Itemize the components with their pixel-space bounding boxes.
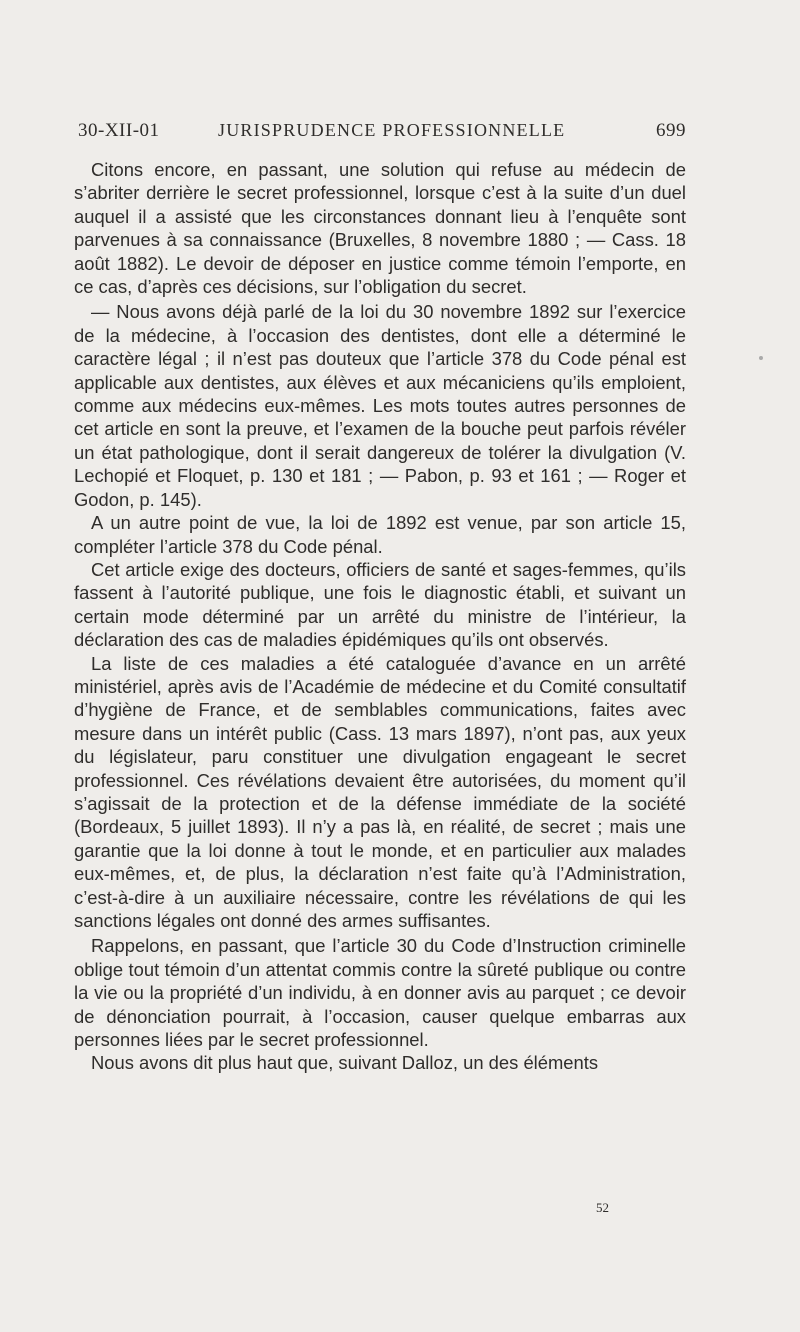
header-date: 30-XII-01 [78,120,160,141]
paragraph: Cet article exige des docteurs, officiers de santé et sages-femmes, qu’ils fassent à l’autorité publique, une fois le diagnostic établi, et suivant un certain mode déterminé par un arrêté du ministre de l’intérieur, la déclaration des cas de maladies épidémiques qu’ils ont observés. [74,558,686,651]
body-text [74,158,686,1075]
paragraph: La liste de ces maladies a été cataloguée d’avance en un arrêté ministériel, après avis de l’Académie de médecine et du Comité consultatif d’hygiène de France, et de semblables communications, faites avec mesure dans un intérêt public (Cass. 13 mars 1897), n’ont pas, aux yeux du législateur, paru constituer une divulgation engageant le secret professionnel. Ces révélations devaient être autorisées, du moment qu’il s’agissait de la protection et de la défense immédiate de la société (Bordeaux, 5 juillet 1893). Il n’y a pas là, en réalité, de secret ; mais une garantie que la loi donne à tout le monde, et en particulier aux malades eux-mêmes, et, de plus, la déclaration n’est faite qu’à l’Administration, c’est-à-dire à un auxiliaire nécessaire, contre les révélations de qui les sanctions légales ont donné des armes suffisantes. [74,652,686,931]
signature-mark: 52 [596,1200,609,1215]
speck-mark [759,356,763,360]
paragraph: Citons encore, en passant, une solution qui refuse au médecin de s’abriter derrière le secret professionnel, lorsque c’est à la suite d’un duel auquel il a assisté que les circonstances donnant lieu à l’enquête sont parvenues à sa connaissance (Bruxelles, 8 novembre 1880 ; — Cass. 18 août 1882). Le devoir de déposer en justice comme témoin l’emporte, en ce cas, d’après ces décisions, sur l’obligation du secret. [74,159,686,298]
header-title: JURISPRUDENCE PROFESSIONNELLE [218,120,566,140]
paragraph: A un autre point de vue, la loi de 1892 est venue, par son article 15, compléter l’article 378 du Code pénal. [74,512,686,557]
paragraph: Nous avons dit plus haut que, suivant Dalloz, un des éléments [91,1052,599,1074]
paragraph: Rappelons, en passant, que l’article 30 du Code d’Instruction criminelle oblige tout témoin d’un attentat commis contre la sûreté publique ou contre la vie ou la propriété d’un individu, à en donner avis au parquet ; ce devoir de dénonciation pourrait, à l’occasion, causer quelque embarras aux personnes liées par le secret professionnel. [74,935,686,1051]
page-number: 699 [656,120,686,141]
paragraph: — Nous avons déjà parlé de la loi du 30 novembre 1892 sur l’exercice de la médecine, à l’occasion des dentistes, dont elle a déterminé le caractère légal ; il n’est pas douteux que l’article 378 du Code pénal est applicable aux dentistes, aux élèves et aux mécaniciens qu’ils emploient, comme aux médecins eux-mêmes. Les mots toutes autres personnes de cet article en sont la preuve, et l’examen de la bouche peut parfois révéler un état pathologique, dont il serait dangereux de tolérer la divulgation (V. Lechopié et Floquet, p. 130 et 181 ; — Pabon, p. 93 et 161 ; — Roger et Godon, p. 145). [74,301,686,510]
